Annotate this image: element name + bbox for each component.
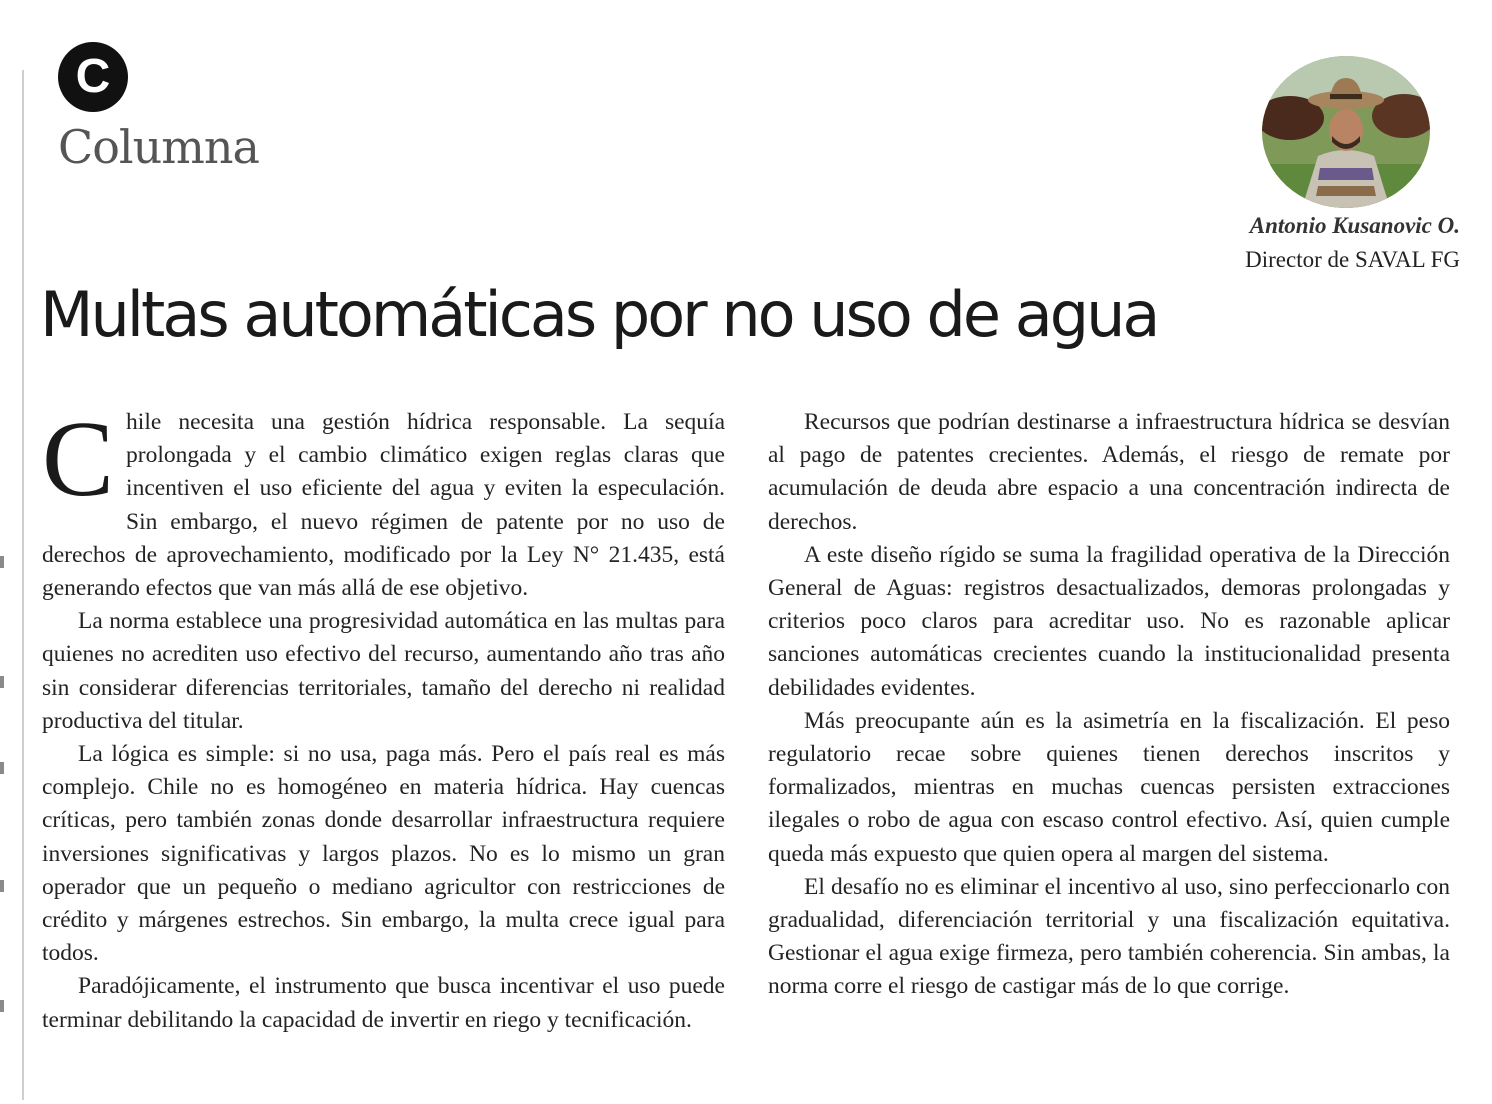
article-paragraph: La lógica es simple: si no usa, paga más. Pero el país real es más complejo. Chile no es homogéneo en materia hídrica. Hay cuencas críticas, pero también zonas donde desarrollar infraestructura requiere inversiones significativas y largos plazos. No es lo mismo un gran operador que un pequeño o mediano agricultor con restricciones de crédito y márgenes estrechos. Sin embargo, la multa crece igual para todos. — [42, 741, 725, 967]
section-badge-icon: C — [58, 42, 128, 112]
author-name: Antonio Kusanovic O. — [1249, 213, 1460, 238]
margin-mark — [0, 762, 4, 774]
article-paragraph — [42, 400, 725, 605]
article-paragraph: A este diseño rígido se suma la fragilidad operativa de la Dirección General de Aguas: registros desactualizados, demoras prolongadas y criterios poco claros para acreditar uso. No es razonable aplicar sanciones automáticas crecientes cuando la institucionalidad presenta debilidades evidentes. — [768, 541, 1450, 701]
page-margin-rule — [22, 70, 24, 1100]
margin-mark — [0, 1000, 4, 1012]
margin-mark — [0, 556, 4, 568]
section-name: Columna — [58, 120, 259, 174]
margin-mark — [0, 676, 4, 688]
author-portrait-illustration — [1262, 56, 1430, 208]
article-paragraph: Recursos que podrían destinarse a infraestructura hídrica se desvían al pago de patentes crecientes. Además, el riesgo de remate por acumulación de deuda abre espacio a una concentración indirecta de derechos. — [768, 409, 1450, 535]
paragraph-text: hile necesita una gestión hídrica responsable. La sequía prolongada y el cambio climático exigen reglas claras que incentiven el uso eficiente del agua y eviten la especulación. Sin embargo, el nuevo régimen de patente por no uso de derechos de aprovechamiento, modificado por la Ley N° 21.435, está generando efectos que van más allá de ese objetivo. — [42, 409, 725, 602]
article-paragraph: La norma establece una progresividad automática en las multas para quienes no acrediten uso efectivo del recurso, aumentando año tras año sin considerar diferencias territoriales, tamaño del derecho ni realidad productiva del titular. — [42, 608, 725, 734]
article-paragraph: Paradójicamente, el instrumento que busca incentivar el uso puede terminar debilitando la capacidad de invertir en riego y tecnificación. — [42, 973, 725, 1033]
author-role: Director de SAVAL FG — [1245, 247, 1460, 272]
article-paragraph: El desafío no es eliminar el incentivo al uso, sino perfeccionarlo con gradualidad, diferenciación territorial y una fiscalización equitativa. Gestionar el agua exige firmeza, pero también coherencia. Sin ambas, la norma corre el riesgo de castigar más de lo que corrige. — [768, 873, 1450, 1000]
article-column-right — [768, 406, 1450, 1004]
margin-mark — [0, 880, 4, 892]
headline: Multas automáticas por no uso de agua — [40, 278, 1158, 351]
author-portrait-icon — [1262, 56, 1430, 208]
article-paragraph: Más preocupante aún es la asimetría en la fiscalización. El peso regulatorio recae sobre quienes tienen derechos inscritos y formalizados, mientras en muchas cuencas persisten extracciones ilegales o robo de agua con escaso control efectivo. Así, quien cumple queda más expuesto que quien opera al margen del sistema. — [768, 707, 1450, 867]
drop-cap: C — [42, 400, 115, 519]
article-column-left — [42, 400, 725, 1037]
